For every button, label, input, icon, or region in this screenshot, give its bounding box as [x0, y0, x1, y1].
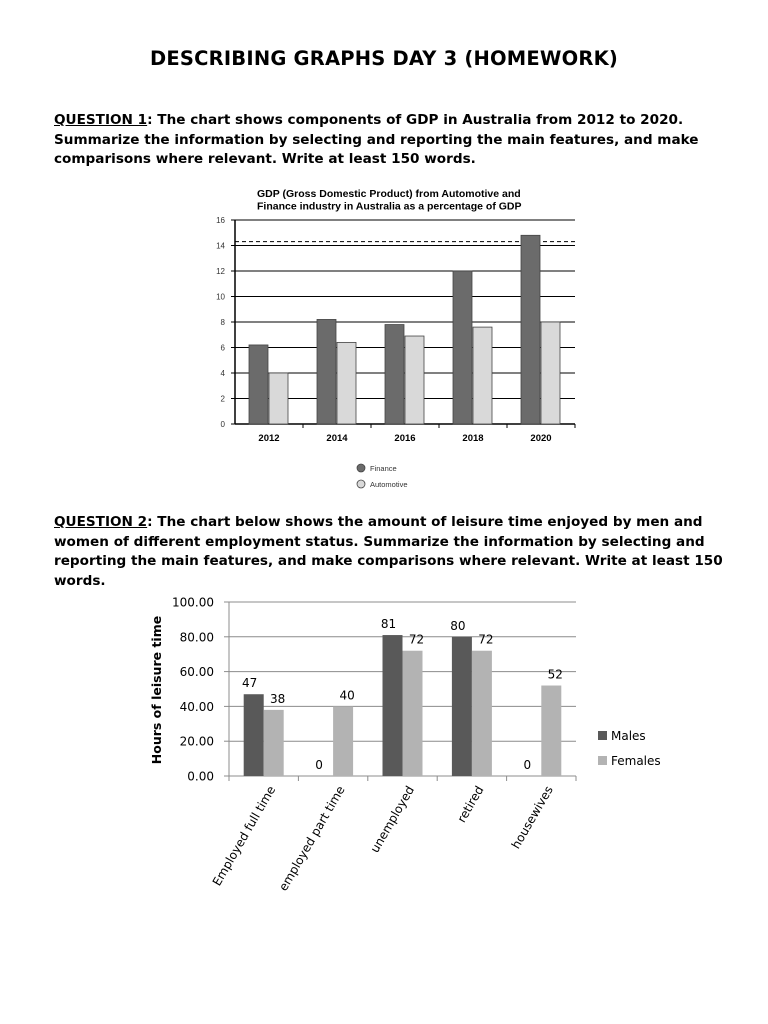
chart2-data-label: 0 — [315, 758, 323, 772]
chart2-data-label: 52 — [547, 667, 563, 682]
chart1-x-tick-label: 2012 — [258, 433, 280, 444]
chart1-y-tick-label: 10 — [216, 292, 225, 302]
chart2-x-tick-label: Employed full time — [209, 783, 279, 889]
chart1-y-tick-label: 16 — [216, 216, 225, 225]
chart1-bar-finance — [249, 345, 268, 424]
chart2-bar-females — [264, 710, 284, 776]
chart2-y-axis-title: Hours of leisure time — [149, 615, 164, 765]
chart1-title-line: GDP (Gross Domestic Product) from Automotive and — [257, 188, 521, 200]
chart2-y-tick-label: 80.00 — [179, 630, 214, 645]
chart2-bar-males — [452, 637, 472, 776]
chart2-data-label: 47 — [242, 676, 258, 691]
chart2-data-label: 81 — [380, 617, 397, 632]
chart2-x-tick-label: retired — [454, 783, 487, 825]
chart2-legend-swatch-females — [598, 756, 607, 765]
chart1-bar-finance — [453, 271, 472, 424]
chart1-y-tick-label: 4 — [220, 369, 225, 378]
page-title: DESCRIBING GRAPHS DAY 3 (HOMEWORK) — [149, 47, 619, 70]
chart1-y-tick-label: 8 — [220, 318, 225, 327]
chart1-legend-label: Automotive — [370, 480, 408, 489]
chart2-x-tick-label: employed part time — [276, 783, 348, 894]
question-1-label: QUESTION 1 — [54, 112, 148, 128]
question-1 — [54, 111, 724, 170]
chart1-bar-automotive — [541, 322, 560, 424]
chart1-legend-marker-finance — [357, 464, 365, 472]
question-2-text: : The chart below shows the amount of leisure time enjoyed by men and women of different employment status. Summarize the information by selecting and reporting the main features, and make comparisons where relevant. Write at least 150 words. — [54, 514, 723, 589]
chart1-legend-marker-automotive — [357, 480, 365, 488]
chart2-y-tick-label: 20.00 — [179, 734, 214, 749]
chart2-y-tick-label: 60.00 — [179, 665, 214, 680]
chart1-bar-finance — [385, 325, 404, 424]
chart1-bar-finance — [521, 235, 540, 424]
chart2-data-label: 72 — [478, 632, 494, 647]
chart1-bar-automotive — [337, 342, 356, 424]
chart1-y-tick-label: 6 — [220, 343, 225, 353]
chart2-x-tick-label: unemployed — [367, 783, 418, 856]
chart1-y-tick-label: 12 — [216, 267, 225, 276]
chart2-y-tick-label: 100.00 — [172, 595, 214, 610]
chart1-y-tick-label: 14 — [216, 241, 225, 251]
chart2-data-label: 38 — [270, 691, 286, 706]
chart1-x-tick-label: 2016 — [394, 433, 416, 444]
chart2-bar-females — [472, 651, 492, 776]
chart1-bar-automotive — [473, 327, 492, 424]
chart2-data-label: 72 — [408, 632, 425, 647]
question-2-label: QUESTION 2 — [54, 514, 148, 530]
chart2-bar-females — [541, 686, 561, 776]
question-1-text: : The chart shows components of GDP in Australia from 2012 to 2020. Summarize the information by selecting and reporting the main features, and make comparisons where relevant. Write at least 150 words. — [54, 112, 699, 167]
chart2-y-tick-label: 0.00 — [187, 769, 214, 784]
chart1-y-tick-label: 2 — [220, 394, 225, 404]
chart1-bar-automotive — [269, 373, 288, 424]
chart2-x-tick-label: housewives — [508, 783, 556, 852]
chart1-legend-label: Finance — [370, 464, 397, 473]
chart1-y-tick-label: 0 — [220, 420, 225, 429]
chart2-data-label: 0 — [523, 758, 532, 772]
chart1-x-tick-label: 2014 — [326, 433, 348, 444]
chart1-x-tick-label: 2018 — [462, 433, 484, 444]
chart2-legend-swatch-males — [598, 731, 607, 740]
chart1-title-line: Finance industry in Australia as a percentage of GDP — [257, 200, 522, 213]
chart1-x-tick-label: 2020 — [530, 433, 552, 444]
chart2-y-tick-label: 40.00 — [179, 699, 214, 714]
chart2-bar-males — [383, 635, 403, 776]
chart2-data-label: 40 — [339, 688, 355, 703]
chart2-bar-males — [244, 694, 264, 776]
chart2-bar-females — [333, 706, 353, 776]
question-2 — [54, 513, 724, 591]
chart1-bar-finance — [317, 319, 336, 424]
chart1-bar-automotive — [405, 336, 424, 424]
chart2-legend-label: Females — [611, 754, 661, 768]
chart2-data-label: 80 — [450, 618, 466, 633]
chart2-legend-label: Males — [611, 729, 646, 743]
chart2-bar-females — [403, 651, 423, 776]
